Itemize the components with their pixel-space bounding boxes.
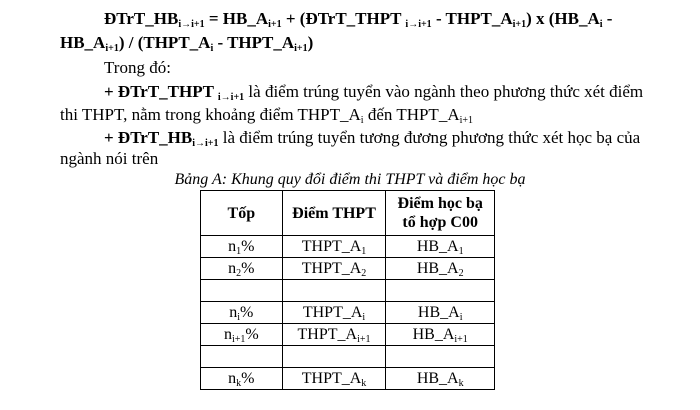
cell-thpt: $THPT\_A_2$ [282,258,386,280]
table-row [201,324,495,346]
table-caption: Bảng A: Khung quy đổi điểm thi THPT và điểm học bạ [174,171,526,188]
cell-hb [386,280,495,302]
cell-thpt [282,346,386,368]
table-row [201,346,495,368]
table-row [201,236,495,258]
cell-hb: $HB\_A_1$ [386,236,495,258]
cell-thpt: $THPT\_A_i$ [282,302,386,324]
cell-hb: $HB\_A_k$ [386,368,495,390]
table-header-row [201,191,495,236]
cell-top [201,280,283,302]
intro-text: Trong đó: [104,58,171,77]
cell-hb: $HB\_A_{i+1}$ [386,324,495,346]
definition-hb-line-1: + $ĐTrT\_HB_{i\to i+1}$ là điểm trúng tuyển tương đương phương thức xét học bạ của [104,128,641,149]
cell-top: $n_1\%$ [201,236,283,258]
cell-thpt: $THPT\_A_k$ [282,368,386,390]
cell-top [201,346,283,368]
cell-hb: $HB\_A_2$ [386,258,495,280]
definition-thpt-line-2: thi THPT, nằm trong khoảng điểm $THPT\_A_i$ đến $THPT\_A_{i+1}$ [60,105,474,126]
table-row [201,280,495,302]
table-row [201,302,495,324]
conversion-table [200,190,495,390]
cell-thpt: $THPT\_A_{i+1}$ [282,324,386,346]
header-thpt: Điểm THPT [282,191,386,236]
cell-thpt [282,280,386,302]
cell-top: $n_k\%$ [201,368,283,390]
definition-thpt-line-1: + ĐTrT_THPT $_{i\to i+1}$ là điểm trúng tuyển vào ngành theo phương thức xét điểm [104,82,644,103]
formula-line-1: $ĐTrT\_HB_{i\to i+1}$ = $HB\_A_{i+1}$ + (ĐTrT_THPT $_{i\to i+1} - THPT\_A_{i+1}$) x ($HB\_A_i$ - [104,9,613,30]
cell-hb: $HB\_A_i$ [386,302,495,324]
header-hb: Điểm học bạ tổ hợp C00 [386,191,495,236]
header-top: Tốp [201,191,283,236]
table-row [201,258,495,280]
cell-hb [386,346,495,368]
cell-top: $n_i\%$ [201,302,283,324]
formula-lhs: ĐTrT_HB [104,9,179,28]
definition-hb-line-2: ngành nói trên [60,149,159,168]
formula-line-2: $HB\_A_{i+1}$) / ($THPT\_A_i$ - $THPT\_A_{i+1}$) [60,33,314,54]
table-row [201,368,495,390]
cell-thpt: $THPT\_A_1$ [282,236,386,258]
cell-top: $n_{i+1}\%$ [201,324,283,346]
cell-top: $n_2\%$ [201,258,283,280]
